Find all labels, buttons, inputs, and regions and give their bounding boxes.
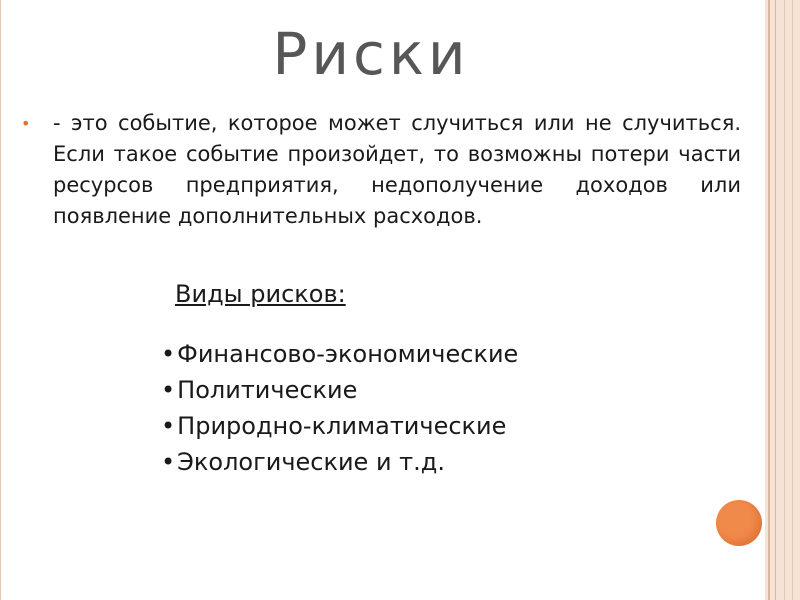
slide-title: Риски xyxy=(272,20,470,88)
definition-text: - это событие, которое может случиться или не случиться. Если такое событие произойдет, то возможны потери части ресурсов предприятия, недополучение доходов или появление дополнительных расходов. xyxy=(53,111,741,228)
decorative-stripe xyxy=(784,0,785,600)
definition-paragraph xyxy=(21,108,741,232)
decorative-stripe xyxy=(768,0,770,600)
decorative-stripe xyxy=(775,0,776,600)
list-item: • Политические xyxy=(161,372,518,408)
list-item: • Природно-климатические xyxy=(161,408,518,444)
orange-circle-icon xyxy=(716,500,762,546)
list-item: • Экологические и т.д. xyxy=(161,444,518,480)
kinds-list xyxy=(161,336,518,480)
bullet-icon: • xyxy=(21,114,31,133)
decorative-stripe xyxy=(792,0,793,600)
kinds-title: Виды рисков: xyxy=(175,280,346,308)
list-item: • Финансово-экономические xyxy=(161,336,518,372)
